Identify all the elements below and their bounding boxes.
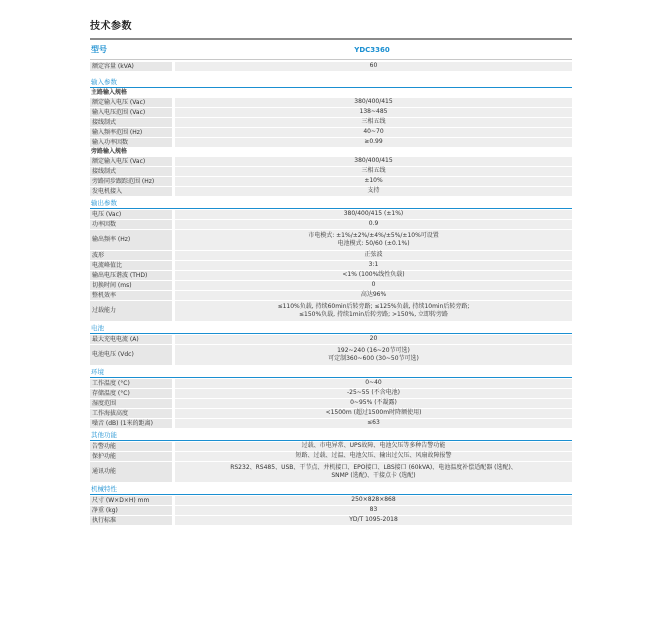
row-value: 60 <box>175 62 572 71</box>
row-label: 电压 (Vac) <box>90 210 172 219</box>
row-value-line: 192~240 (16~20节可选) <box>337 346 410 354</box>
section-input-title: 输入参数 <box>90 77 572 88</box>
row-label: 工作海拔高度 <box>90 409 172 418</box>
row-value: ≥0.99 <box>175 138 572 147</box>
table-row <box>90 442 572 451</box>
row-label: 额定输入电压 (Vac) <box>90 157 172 166</box>
table-row <box>90 462 572 482</box>
table-row <box>90 335 572 344</box>
row-label: 湿度范围 <box>90 399 172 408</box>
table-row <box>90 389 572 398</box>
row-value: 380/400/415 <box>175 157 572 166</box>
row-value: 短路、过载、过温、电池欠压、输出过欠压、风扇故障报警 <box>175 452 572 461</box>
row-value: 3:1 <box>175 261 572 270</box>
row-value: 138~485 <box>175 108 572 117</box>
row-value: 0.9 <box>175 220 572 229</box>
row-label: 尺寸 (W×D×H) mm <box>90 496 172 505</box>
row-label: 额定容量 (kVA) <box>90 62 172 71</box>
row-value: 正弦波 <box>175 251 572 260</box>
row-label: 最大充电电流 (A) <box>90 335 172 344</box>
row-value: ±10% <box>175 177 572 186</box>
table-row <box>90 516 572 525</box>
table-row <box>90 98 572 107</box>
table-row <box>90 167 572 176</box>
model-label: 型号 <box>91 45 107 54</box>
row-value-line: SNMP (选配)、干接点卡 (选配) <box>331 472 416 479</box>
row-value: <1% (100%线性负载) <box>175 271 572 280</box>
row-label: 通讯功能 <box>90 462 172 482</box>
table-row <box>90 496 572 505</box>
row-value <box>175 345 572 365</box>
row-label: 电池电压 (Vdc) <box>90 345 172 365</box>
row-label: 旁路同步跟踪范围 (Hz) <box>90 177 172 186</box>
row-label: 净重 (kg) <box>90 506 172 515</box>
page-title: 技术参数 <box>90 21 132 32</box>
row-value-line: RS232、RS485、USB、干节点、并机接口、EPO接口、LBS接口 (60kVA)、电池温度补偿适配器 (选配)、 <box>230 463 517 471</box>
table-row <box>90 220 572 229</box>
table-row <box>90 409 572 418</box>
row-label: 输入频率范围 (Hz) <box>90 128 172 137</box>
table-row <box>90 118 572 127</box>
table-row <box>90 379 572 388</box>
row-label: 告警功能 <box>90 442 172 451</box>
row-value-line: 电池模式: 50/60 (±0.1%) <box>337 240 410 247</box>
row-value: ≤63 <box>175 419 572 428</box>
row-label: 工作温度 (°C) <box>90 379 172 388</box>
row-value: 0~95% (不凝露) <box>175 399 572 408</box>
table-row <box>90 452 572 461</box>
table-row <box>90 291 572 300</box>
row-value: 高达96% <box>175 291 572 300</box>
table-row <box>90 177 572 186</box>
section-battery-title: 电池 <box>90 323 572 334</box>
model-row <box>90 38 572 60</box>
section-output-title: 输出参数 <box>90 198 572 209</box>
row-value: YD/T 1095-2018 <box>175 516 572 525</box>
row-label: 功率因数 <box>90 220 172 229</box>
row-value <box>175 230 572 250</box>
model-value: YDC3360 <box>354 45 390 54</box>
table-row <box>90 187 572 196</box>
row-value: 380/400/415 <box>175 98 572 107</box>
table-row <box>90 271 572 280</box>
row-value: 83 <box>175 506 572 515</box>
row-label: 电流峰值比 <box>90 261 172 270</box>
row-value: 过载、市电异常、UPS故障、电池欠压等多种告警功能 <box>175 442 572 451</box>
row-value: 0~40 <box>175 379 572 388</box>
row-value: 三相五线 <box>175 167 572 176</box>
section-other-title: 其他功能 <box>90 430 572 441</box>
row-label: 存储温度 (°C) <box>90 389 172 398</box>
row-label: 保护功能 <box>90 452 172 461</box>
row-label: 额定输入电压 (Vac) <box>90 98 172 107</box>
table-row <box>90 506 572 515</box>
row-label: 输出电压谐波 (THD) <box>90 271 172 280</box>
row-label: 执行标准 <box>90 516 172 525</box>
row-label: 输出频率 (Hz) <box>90 230 172 250</box>
row-label: 输入电压范围 (Vac) <box>90 108 172 117</box>
table-row <box>90 62 572 71</box>
row-label: 接线制式 <box>90 118 172 127</box>
subsection-main-input: 主路输入规格 <box>91 89 128 96</box>
table-row <box>90 128 572 137</box>
row-value: 40~70 <box>175 128 572 137</box>
row-value: 支持 <box>175 187 572 196</box>
row-value: <1500m (超过1500m时降额使用) <box>175 409 572 418</box>
table-row <box>90 399 572 408</box>
subsection-bypass-input: 旁路输入规格 <box>91 148 128 155</box>
table-row <box>90 108 572 117</box>
row-label: 过载能力 <box>90 301 172 321</box>
row-value-line: 可定制360~600 (30~50节可选) <box>328 355 419 362</box>
table-row <box>90 281 572 290</box>
row-value-line: 市电模式: ±1%/±2%/±4%/±5%/±10%可设置 <box>308 231 439 239</box>
table-row <box>90 210 572 219</box>
row-value: 20 <box>175 335 572 344</box>
row-label: 切换时间 (ms) <box>90 281 172 290</box>
row-label: 接线制式 <box>90 167 172 176</box>
row-value: 0 <box>175 281 572 290</box>
row-value: 250×828×868 <box>175 496 572 505</box>
row-value: -25~55 (不含电池) <box>175 389 572 398</box>
row-label: 输入功率因数 <box>90 138 172 147</box>
row-value <box>175 301 572 321</box>
row-value: 380/400/415 (±1%) <box>175 210 572 219</box>
row-value: 三相五线 <box>175 118 572 127</box>
row-label: 波形 <box>90 251 172 260</box>
table-row <box>90 419 572 428</box>
row-value-line: ≤150%负载, 持续1min后转旁路; >150%, 立即转旁路 <box>298 311 449 318</box>
row-value <box>175 462 572 482</box>
table-row <box>90 261 572 270</box>
section-environment-title: 环境 <box>90 367 572 378</box>
row-label: 发电机接入 <box>90 187 172 196</box>
table-row <box>90 230 572 250</box>
row-value-line: ≤110%负载, 持续60min后转旁路; ≤125%负载, 持续10min后转旁路; <box>277 302 470 310</box>
row-label: 整机效率 <box>90 291 172 300</box>
table-row <box>90 301 572 321</box>
section-mechanical-title: 机械特性 <box>90 484 572 495</box>
table-row <box>90 251 572 260</box>
table-row <box>90 138 572 147</box>
spec-table <box>90 38 572 525</box>
table-row <box>90 345 572 365</box>
table-row <box>90 157 572 166</box>
row-label: 噪音 (dB) (1米的距离) <box>90 419 172 428</box>
